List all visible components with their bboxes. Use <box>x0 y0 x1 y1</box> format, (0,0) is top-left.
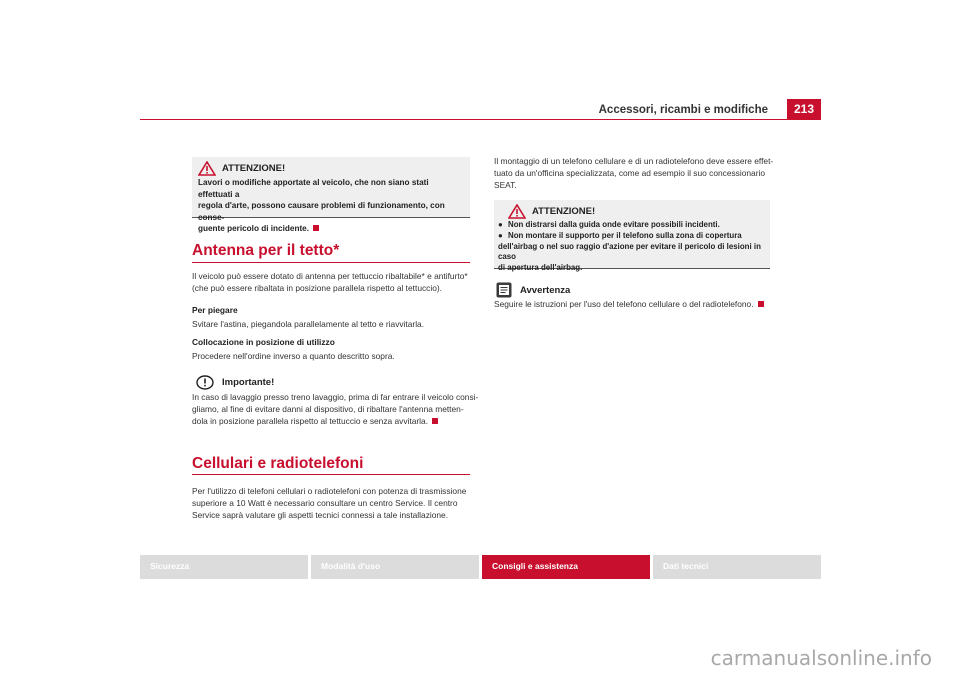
bullet-continuation: dell'airbag o nel suo raggio d'azione per evitare il pericolo di lesioni in caso <box>498 241 761 262</box>
text-line: SEAT. <box>494 180 517 190</box>
text-line: dola in posizione parallela rispetto al tettuccio e senza avvitarla. <box>192 415 482 427</box>
text-line: Il montaggio di un telefono cellulare e di un radiotelefono deve essere effet- <box>494 156 774 166</box>
warning-box-phone-mounting <box>494 200 770 273</box>
section-heading-phones: Cellulari e radiotelefoni <box>192 455 364 472</box>
fold-text: Svitare l'astina, piegandola parallelamente al tetto e riavvitarla. <box>192 319 425 329</box>
warning-title: ATTENZIONE! <box>222 162 286 174</box>
important-note-header <box>196 375 274 390</box>
right-intro <box>494 155 784 191</box>
warning-line-last: guente pericolo di incidente. <box>198 223 464 235</box>
warning-line: regola d'arte, possono causare problemi di funzionamento, con conse- <box>198 201 445 222</box>
end-of-section-mark <box>313 225 319 231</box>
text-line: superiore a 10 Watt è necessario consultare un centro Service. Il centro <box>192 498 458 508</box>
section-divider <box>192 474 470 475</box>
warning-box-vehicle-modifications <box>192 157 470 233</box>
text-line: Il veicolo può essere dotato di antenna per tettuccio ribaltabile* e antifurto* <box>192 271 468 281</box>
antenna-intro <box>192 270 482 294</box>
section-heading-antenna: Antenna per il tetto* <box>192 242 340 259</box>
header-divider <box>140 119 821 120</box>
footer-tab-modalita-uso[interactable]: Modalità d'uso <box>311 555 479 579</box>
text-line: (che può essere ribaltata in posizione parallela rispetto al tettuccio). <box>192 283 442 293</box>
warning-line: Lavori o modifiche apportate al veicolo, che non siano stati effettuati a <box>198 178 429 199</box>
text-line: Service saprà valutare gli aspetti tecnici connessi a tale installazione. <box>192 510 449 520</box>
footer-tab-sicurezza[interactable]: Sicurezza <box>140 555 308 579</box>
note-header <box>496 282 570 298</box>
bullet-item: ● Non montare il supporto per il telefono sulla zona di copertura <box>498 230 742 240</box>
text-line: In caso di lavaggio presso treno lavaggio, prima di far entrare il veicolo consi- <box>192 392 479 402</box>
phones-text <box>192 485 482 521</box>
important-text <box>192 391 482 427</box>
important-title: Importante! <box>222 377 275 388</box>
page-header-title: Accessori, ricambi e modifiche <box>598 104 768 116</box>
watermark-text: carmanualsonline.info <box>710 646 932 670</box>
bullet-dot-icon: ● <box>498 220 503 229</box>
footer-tab-consigli-assistenza[interactable]: Consigli e assistenza <box>482 555 650 579</box>
footer-tab-dati-tecnici[interactable]: Dati tecnici <box>653 555 821 579</box>
warning-text <box>498 220 766 274</box>
warning-title: ATTENZIONE! <box>532 205 596 217</box>
note-title: Avvertenza <box>520 284 571 296</box>
bullet-continuation: di apertura dell'airbag. <box>498 263 583 273</box>
note-text: Seguire le istruzioni per l'uso del telefono cellulare o del radiotelefono. <box>494 298 764 310</box>
text-line: gliamo, al fine di evitare danni al dispositivo, di ribaltare l'antenna metten- <box>192 404 464 414</box>
fold-label: Per piegare <box>192 305 238 315</box>
exclamation-icon <box>196 375 214 390</box>
position-label: Collocazione in posizione di utilizzo <box>192 337 335 347</box>
warning-header <box>198 159 464 177</box>
end-of-section-mark <box>432 418 438 424</box>
bullet-dot-icon: ● <box>498 230 503 240</box>
section-divider <box>192 262 470 263</box>
text-line: tuato da un'officina specializzata, come ad esempio il suo concessionario <box>494 168 765 178</box>
warning-triangle-icon <box>508 204 526 219</box>
page-number: 213 <box>787 99 821 119</box>
text-line: Per l'utilizzo di telefoni cellulari o radiotelefoni con potenza di trasmissione <box>192 486 467 496</box>
warning-triangle-icon <box>198 161 216 176</box>
note-icon <box>496 282 512 298</box>
bullet-item: ● Non distrarsi dalla guida onde evitare possibili incidenti. <box>498 220 720 229</box>
warning-text <box>198 177 464 235</box>
end-of-section-mark <box>758 301 764 307</box>
position-text: Procedere nell'ordine inverso a quanto descritto sopra. <box>192 351 395 361</box>
warning-header <box>498 202 766 220</box>
